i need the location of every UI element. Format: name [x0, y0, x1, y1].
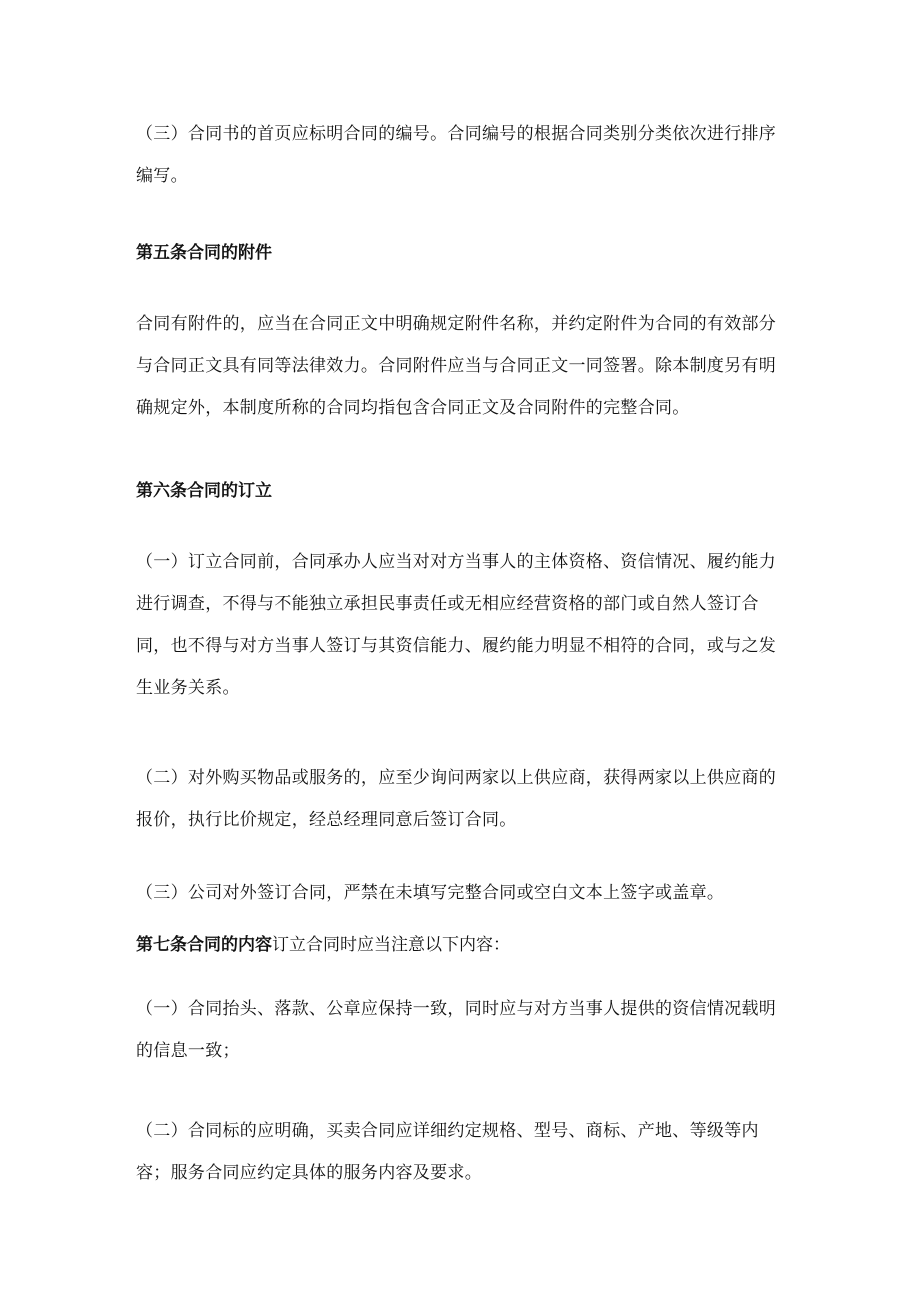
article-7-item-2: （二）合同标的应明确，买卖合同应详细约定规格、型号、商标、产地、等级等内容；服务合同应约定具体的服务内容及要求。 — [136, 1121, 759, 1183]
article-7-intro: 订立合同时应当注意以下内容： — [272, 935, 510, 955]
article-7-title: 第七条合同的内容 — [136, 935, 272, 955]
article-6-item-3: （三）公司对外签订合同，严禁在未填写完整合同或空白文本上签字或盖章。 — [136, 883, 725, 903]
paragraph-contract-numbering: （三）合同书的首页应标明合同的编号。合同编号的根据合同类别分类依次进行排序编写。 — [136, 124, 777, 186]
article-6-title: 第六条合同的订立 — [136, 481, 272, 501]
article-7-item-1: （一）合同抬头、落款、公章应保持一致，同时应与对方当事人提供的资信情况载明的信息一致； — [136, 999, 777, 1061]
article-7-heading-line — [136, 924, 786, 966]
article-5-title: 第五条合同的附件 — [136, 243, 272, 263]
article-5-body: 合同有附件的，应当在合同正文中明确规定附件名称，并约定附件为合同的有效部分与合同正文具有同等法律效力。合同附件应当与合同正文一同签署。除本制度另有明确规定外，本制度所称的合同均指包含合同正文及合同附件的完整合同。 — [136, 314, 777, 418]
article-6-item-1: （一）订立合同前，合同承办人应当对对方当事人的主体资格、资信情况、履约能力进行调查，不得与不能独立承担民事责任或无相应经营资格的部门或自然人签订合同，也不得与对方当事人签订与其资信能力、履约能力明显不相符的合同，或与之发生业务关系。 — [136, 552, 777, 698]
article-6-item-2: （二）对外购买物品或服务的，应至少询问两家以上供应商，获得两家以上供应商的报价，执行比价规定，经总经理同意后签订合同。 — [136, 768, 777, 830]
